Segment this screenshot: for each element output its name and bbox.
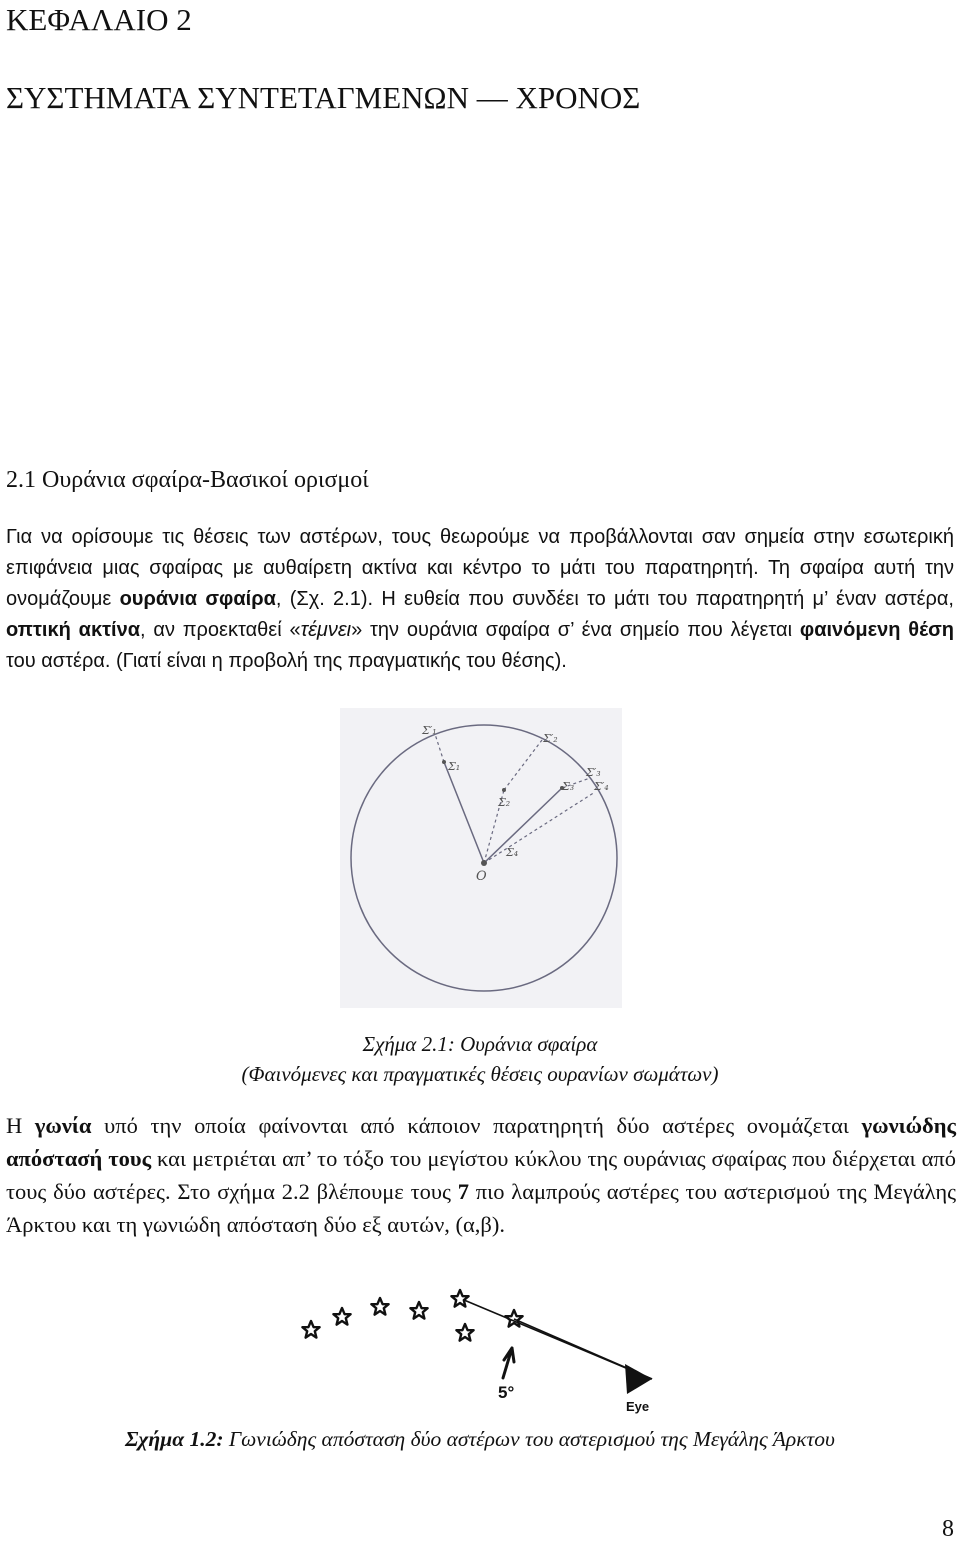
ray-star-3 [484, 788, 562, 863]
star-icon [410, 1302, 427, 1319]
p1-italic-word: τέμνει [300, 619, 352, 641]
star-icon [333, 1308, 350, 1325]
label-s3-apparent: Σ′₃ [586, 766, 601, 779]
p2-text-3: και μετριέται απ’ το τόξο του μεγίστου κύκλου της ουράνιας σφαίρας που διέρχεται από τους δύο αστέρες. Στο σχήμα 2.2 βλέπουμε τους [6, 1146, 957, 1204]
figure1-caption [0, 1032, 960, 1057]
figure-big-dipper [290, 1282, 670, 1422]
p2-text-1: Η [6, 1113, 35, 1138]
angle-label: 5° [498, 1383, 515, 1402]
chapter-label: ΚΕΦΑΛΑΙΟ 2 [6, 2, 192, 37]
star-2-point [502, 788, 506, 792]
label-s2-apparent: Σ′₂ [543, 732, 558, 745]
paragraph-celestial-sphere [6, 522, 954, 677]
celestial-sphere-diagram [340, 708, 622, 1008]
arrow-icon [503, 1348, 514, 1378]
label-s2: Σ₂ [498, 796, 511, 809]
star-icon [456, 1324, 473, 1341]
chapter-title: ΣΥΣΤΗΜΑΤΑ ΣΥΝΤΕΤΑΓΜΕΝΩΝ — ΧΡΟΝΟΣ [6, 80, 641, 115]
paragraph-angular-distance [6, 1109, 956, 1241]
p2-text-2: υπό την οποία φαίνονται από κάποιον παρατηρητή δύο αστέρες ονομάζεται [91, 1113, 862, 1138]
eye-label: Eye [626, 1399, 650, 1414]
term-seven: 7 [457, 1179, 469, 1204]
page-number: 8 [942, 1516, 954, 1542]
figure1-caption-sub: (Φαινόμενες και πραγματικές θέσεις ουρανίων σωμάτων) [241, 1062, 719, 1086]
p1-text-2: , (Σχ. 2.1). Η ευθεία που συνδέει το μάτι του παρατηρητή μ’ έναν αστέρα, [275, 588, 954, 610]
label-origin: O [476, 869, 487, 884]
p1-text-1: Για να ορίσουμε τις θέσεις των αστέρων, τους θεωρούμε να προβάλλονται σαν σημεία στην εσωτερική επιφάνεια μιας σφαίρας με αυθαίρετη ακτίνα και κέντρο το μάτι του παρατηρητή. Τη σφαίρα αυτή την ονομάζουμε [6, 526, 954, 610]
label-s4: Σ₄ [506, 846, 519, 859]
big-dipper-diagram [290, 1282, 670, 1422]
figure-celestial-sphere [340, 708, 622, 1008]
figure1-caption-label: Σχήμα 2.1: [362, 1032, 455, 1056]
term-angular-distance: γωνιώδης απόστασή τους [6, 1113, 956, 1171]
ray-star-1 [444, 762, 484, 863]
label-s1: Σ₁ [448, 760, 461, 773]
origin-point [481, 860, 487, 866]
figure2-caption [0, 1427, 960, 1452]
label-s1-apparent: Σ′₁ [422, 724, 437, 737]
section-heading: 2.1 Ουράνια σφαίρα-Βασικοί ορισμοί [6, 467, 369, 493]
figure2-caption-text: Γωνιώδης απόσταση δύο αστέρων του αστερισμού της Μεγάλης Άρκτου [223, 1427, 835, 1451]
ray-ext-star-2 [504, 740, 542, 790]
term-apparent-position: φαινόμενη θέση [799, 619, 955, 641]
term-line-of-sight: οπτική ακτίνα [6, 619, 140, 641]
label-s3: Σ₃ [562, 780, 575, 793]
p1-text-5: του αστέρα. (Γιατί είναι η προβολή της πραγματικής του θέσης). [6, 650, 567, 672]
eye-icon [625, 1364, 652, 1394]
figure2-caption-label: Σχήμα 1.2: [125, 1427, 224, 1451]
p1-text-4: » την ουράνια σφαίρα σ’ ένα σημείο που λέγεται [351, 619, 800, 641]
star-1-point [442, 760, 446, 764]
p2-text-4: πιο λαμπρούς αστέρες του αστερισμού της Μεγάλης Άρκτου και τη γωνιώδη απόσταση δύο εξ αυτών, (α,β). [6, 1179, 956, 1237]
star-icon [371, 1298, 388, 1315]
label-s4-apparent: Σ′₄ [594, 780, 609, 793]
term-celestial-sphere: ουράνια σφαίρα [119, 588, 276, 610]
term-angle: γωνία [34, 1113, 92, 1138]
sphere-circle [351, 725, 617, 991]
star-icon [302, 1321, 319, 1338]
ray-ext-star-1 [435, 734, 444, 762]
figure1-caption-text: Ουράνια σφαίρα [454, 1032, 598, 1056]
star-icon [451, 1290, 468, 1307]
p1-text-3: , αν προεκταθεί « [140, 619, 301, 641]
